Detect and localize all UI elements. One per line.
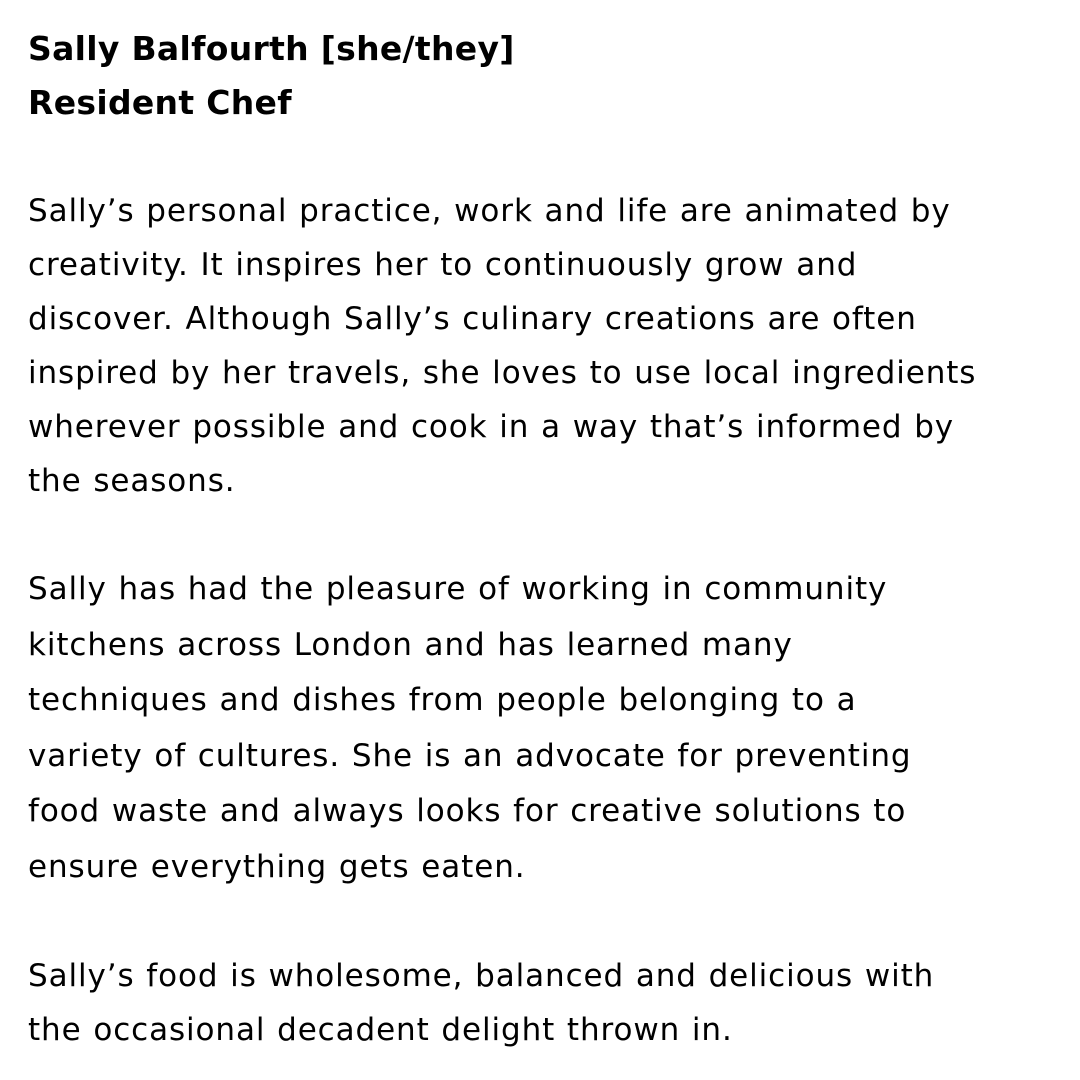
- bio-paragraph-1: [28, 184, 1058, 508]
- bio-line: Sally’s personal practice, work and life are animated by: [28, 193, 951, 229]
- bio-line: the seasons.: [28, 463, 236, 499]
- bio-header: [28, 22, 1058, 130]
- bio-paragraph-3: [28, 949, 1058, 1057]
- bio-line: wherever possible and cook in a way that’s informed by: [28, 409, 955, 445]
- bio-line: Sally has had the pleasure of working in community: [28, 571, 888, 607]
- bio-line: inspired by her travels, she loves to use local ingredients: [28, 355, 977, 391]
- bio-line: the occasional decadent delight thrown in.: [28, 1012, 733, 1048]
- bio-page: [28, 22, 1058, 1057]
- person-name: Sally Balfourth [she/they]: [28, 29, 515, 68]
- bio-paragraph-2: [28, 562, 1058, 895]
- bio-line: techniques and dishes from people belonging to a: [28, 682, 857, 718]
- bio-line: Sally’s food is wholesome, balanced and delicious with: [28, 958, 935, 994]
- bio-line: ensure everything gets eaten.: [28, 848, 526, 885]
- bio-line: discover. Although Sally’s culinary creations are often: [28, 301, 917, 337]
- bio-line: creativity. It inspires her to continuously grow and: [28, 247, 858, 283]
- bio-line: variety of cultures. She is an advocate for preventing: [28, 737, 912, 774]
- bio-line: food waste and always looks for creative solutions to: [28, 793, 907, 829]
- bio-line: kitchens across London and has learned many: [28, 626, 793, 663]
- person-role: Resident Chef: [28, 83, 292, 122]
